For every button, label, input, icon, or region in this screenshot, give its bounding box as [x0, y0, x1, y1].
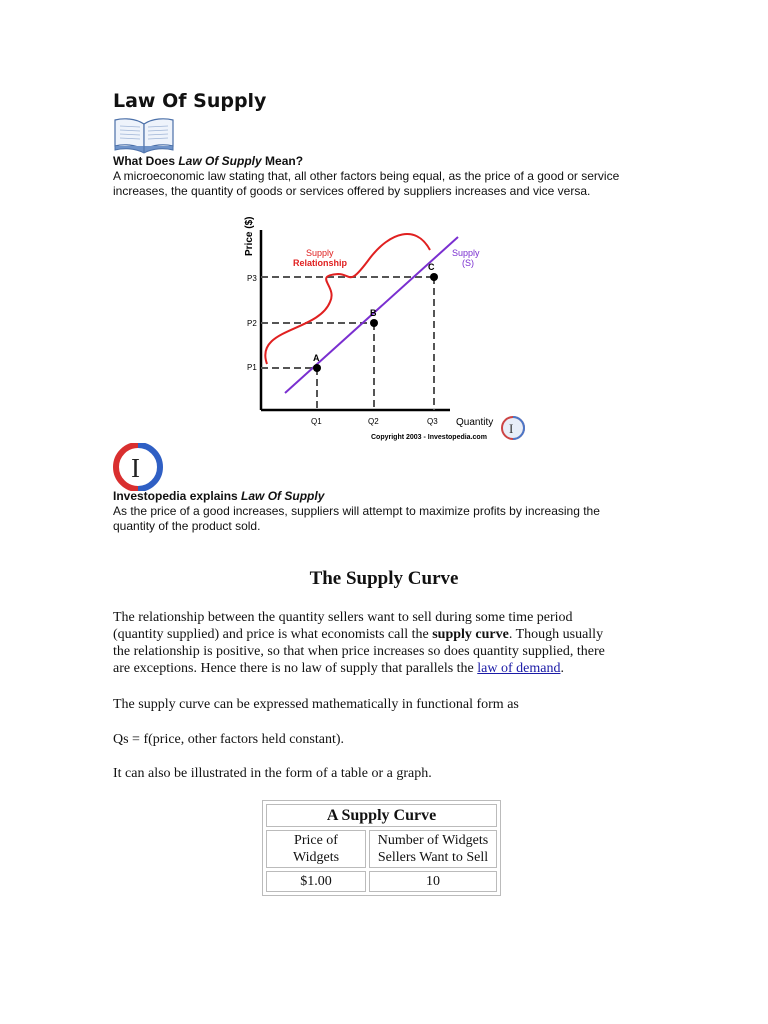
- supply-graph: [230, 210, 530, 445]
- explains-block: [113, 489, 673, 534]
- supply-curve-paragraph: [113, 609, 653, 677]
- explains-line-1: As the price of a good increases, suppliers will attempt to maximize profits by increasing the: [113, 504, 600, 518]
- investopedia-logo-letter: I: [131, 453, 140, 483]
- point-c: [430, 273, 438, 281]
- table-cell-quantity: 10: [369, 871, 497, 892]
- y-axis-label: Price ($): [244, 216, 255, 256]
- definition-heading: What Does Law Of Supply Mean?: [113, 154, 304, 168]
- table-header-row: [266, 830, 497, 868]
- supply-table: [262, 800, 501, 896]
- table-caption-row: [266, 804, 497, 827]
- tick-p2: P2: [247, 319, 257, 328]
- graph-copyright: Copyright 2003 - Investopedia.com: [371, 434, 487, 441]
- section-title: The Supply Curve: [309, 568, 459, 589]
- point-b-label: B: [370, 308, 377, 318]
- point-a-label: A: [313, 353, 320, 363]
- tick-q1: Q1: [311, 417, 322, 426]
- relationship-label-1: Supply: [306, 248, 334, 258]
- tick-q3: Q3: [427, 417, 438, 426]
- page-title: Law Of Supply: [113, 90, 267, 112]
- graph-investopedia-logo: [502, 417, 524, 439]
- paragraph-line: The relationship between the quantity sellers want to sell during some time period: [113, 610, 573, 625]
- column-header-price: Price of Widgets: [266, 830, 366, 868]
- explains-line-2: quantity of the product sold.: [113, 519, 261, 533]
- point-a: [313, 364, 321, 372]
- point-b: [370, 319, 378, 327]
- definition-line-1: A microeconomic law stating that, all other factors being equal, as the price of a good or service: [113, 169, 620, 183]
- relationship-curve: [265, 234, 430, 364]
- tick-p1: P1: [247, 363, 257, 372]
- table-cell-price: $1.00: [266, 871, 366, 892]
- definition-block: [113, 154, 673, 199]
- investopedia-logo: [112, 443, 164, 491]
- relationship-label-2: Relationship: [293, 258, 348, 268]
- law-of-demand-link[interactable]: law of demand: [477, 661, 561, 676]
- paragraph-line: are exceptions. Hence there is no law of supply that parallels the law of demand.: [113, 661, 564, 676]
- graph-logo-letter: I: [509, 421, 514, 436]
- column-header-quantity: Number of Widgets Sellers Want to Sell: [369, 830, 497, 868]
- explains-heading: Investopedia explains Law Of Supply: [113, 489, 325, 503]
- tick-q2: Q2: [368, 417, 379, 426]
- table-caption: A Supply Curve: [266, 804, 497, 827]
- x-axis-label: Quantity: [456, 417, 494, 428]
- supply-table-wrapper: [262, 800, 501, 896]
- open-book-icon: [113, 114, 175, 154]
- supply-label-1: Supply: [452, 248, 480, 258]
- paragraph-line: (quantity supplied) and price is what economists call the supply curve. Though usually: [113, 627, 604, 642]
- supply-label-2: (S): [462, 258, 474, 268]
- formula-paragraph: Qs = f(price, other factors held constant).: [113, 732, 345, 747]
- definition-line-2: increases, the quantity of goods or services offered by suppliers increases and vice versa.: [113, 184, 591, 198]
- point-c-label: C: [428, 262, 435, 272]
- paragraph-line: the relationship is positive, so that when price increases so does quantity supplied, there: [113, 644, 605, 659]
- table-row: [266, 871, 497, 892]
- illustration-paragraph: It can also be illustrated in the form of a table or a graph.: [113, 766, 432, 781]
- tick-p3: P3: [247, 274, 257, 283]
- functional-form-paragraph: The supply curve can be expressed mathematically in functional form as: [113, 697, 519, 712]
